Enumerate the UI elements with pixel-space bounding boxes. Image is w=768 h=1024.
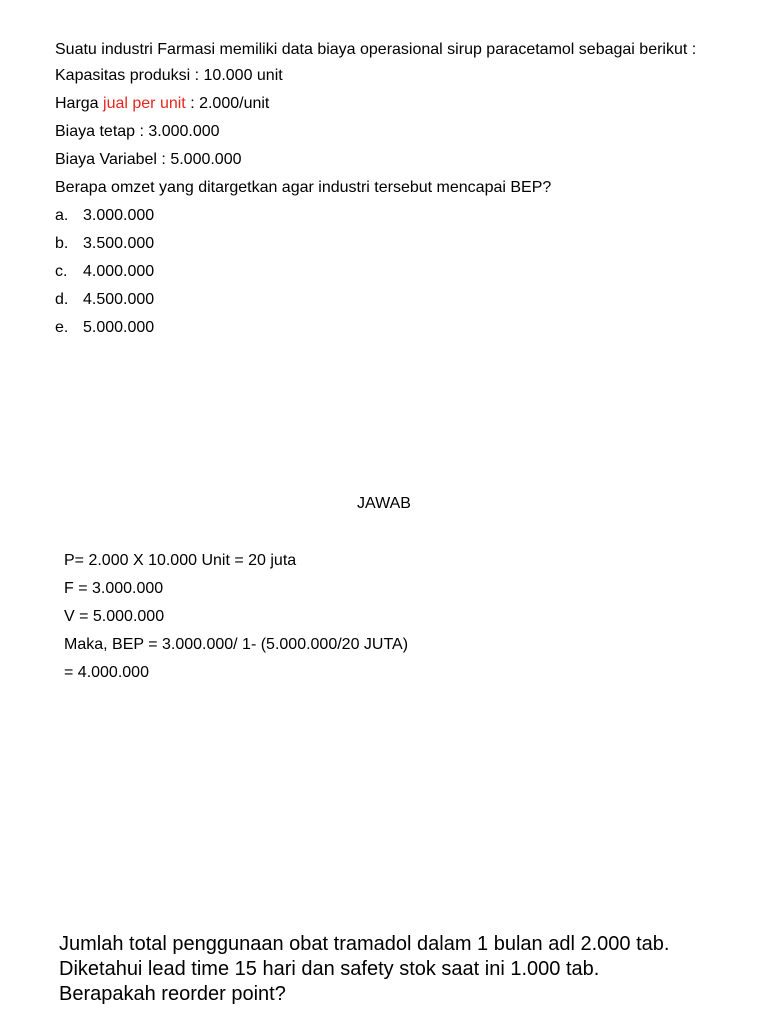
harga-jual — [55, 94, 715, 114]
answer-working — [64, 551, 408, 691]
option-letter: c. — [55, 263, 68, 280]
option-text: 3.000.000 — [83, 207, 155, 224]
harga-prefix: Harga — [55, 95, 104, 112]
answer-options — [55, 206, 715, 338]
option-text: 4.500.000 — [83, 291, 155, 308]
question-intro: Suatu industri Farmasi memiliki data biaya operasional sirup paracetamol sebagai berikut : — [55, 41, 697, 58]
option-c — [55, 262, 715, 282]
answer-title: JAWAB — [357, 495, 411, 512]
option-letter: b. — [55, 235, 69, 252]
option-letter: e. — [55, 319, 69, 336]
option-e — [55, 318, 715, 338]
biaya-tetap: Biaya tetap : 3.000.000 — [55, 123, 220, 140]
kapasitas-produksi: Kapasitas produksi : 10.000 unit — [55, 67, 283, 84]
answer-line-v: V = 5.000.000 — [64, 608, 165, 625]
question-2 — [59, 932, 749, 1007]
option-b — [55, 234, 715, 254]
answer-line-p: P= 2.000 X 10.000 Unit = 20 juta — [64, 552, 297, 569]
question-2-line-3: Berapakah reorder point? — [59, 983, 286, 1005]
harga-highlight: jual per unit — [103, 95, 186, 112]
harga-suffix: : 2.000/unit — [185, 95, 270, 112]
question-prompt: Berapa omzet yang ditargetkan agar industri tersebut mencapai BEP? — [55, 179, 552, 196]
option-letter: a. — [55, 207, 69, 224]
biaya-variabel: Biaya Variabel : 5.000.000 — [55, 151, 242, 168]
question-2-line-1: Jumlah total penggunaan obat tramadol dalam 1 bulan adl 2.000 tab. — [59, 933, 670, 955]
option-d — [55, 290, 715, 310]
question-2-line-2: Diketahui lead time 15 hari dan safety stok saat ini 1.000 tab. — [59, 958, 600, 980]
answer-line-f: F = 3.000.000 — [64, 580, 164, 597]
option-text: 5.000.000 — [83, 319, 155, 336]
option-text: 3.500.000 — [83, 235, 155, 252]
question-1 — [55, 40, 715, 346]
option-a — [55, 206, 715, 226]
answer-line-result: = 4.000.000 — [64, 664, 149, 681]
option-letter: d. — [55, 291, 69, 308]
answer-line-bep-formula: Maka, BEP = 3.000.000/ 1- (5.000.000/20 JUTA) — [64, 636, 409, 653]
option-text: 4.000.000 — [83, 263, 155, 280]
